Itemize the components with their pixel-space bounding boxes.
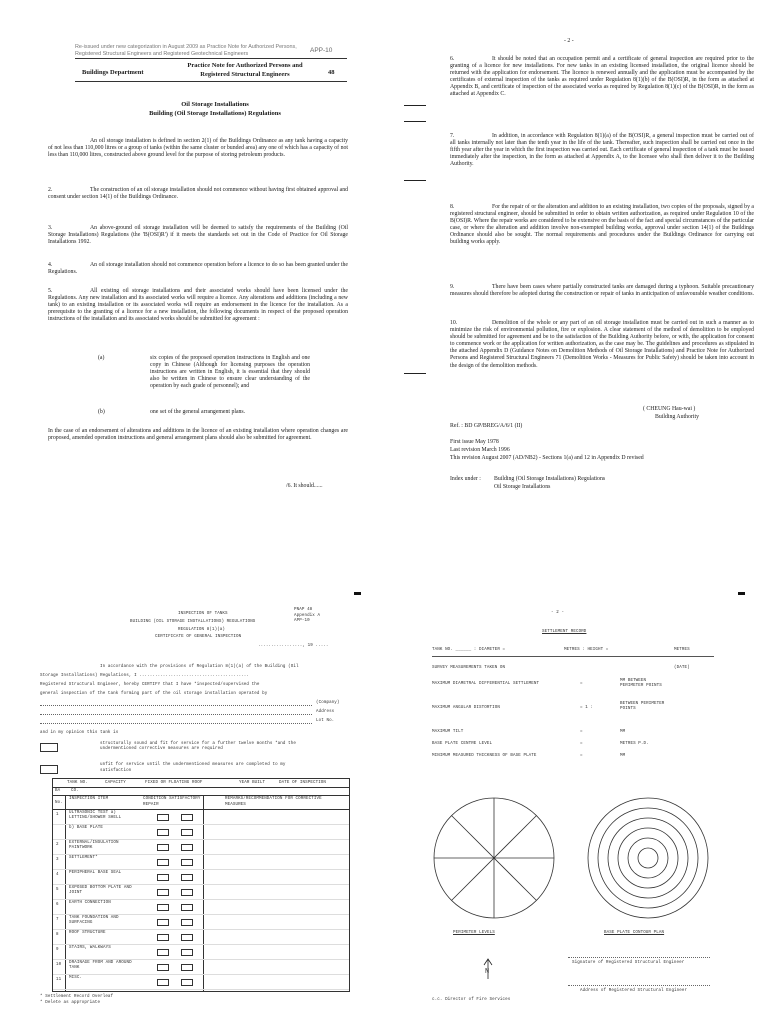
title-line-1: Oil Storage Installations bbox=[181, 101, 249, 108]
remarks-cell[interactable] bbox=[205, 887, 347, 898]
paragraph-number: 5. bbox=[48, 288, 53, 294]
header-rule-top bbox=[75, 58, 347, 59]
th-remarks: REMARKS/RECOMMENDATION FOR CORRECTIVE MEASURES bbox=[225, 797, 322, 807]
lot-field[interactable] bbox=[40, 723, 312, 724]
form-regulations: BUILDING (OIL STORAGE INSTALLATIONS) REGULATIONS bbox=[130, 620, 256, 624]
repair-checkbox[interactable] bbox=[181, 919, 193, 926]
practice-note-title: Practice Note for Authorized Persons and Registered Structural Engineers bbox=[187, 62, 303, 78]
repair-checkbox[interactable] bbox=[181, 964, 193, 971]
practice-note-page-2 bbox=[384, 0, 768, 560]
base-unit: METRES P.D. bbox=[620, 742, 649, 746]
inspection-item: DRAINAGE FROM AND AROUND TANK bbox=[69, 961, 132, 970]
base-plate-contour-diagram bbox=[588, 798, 708, 918]
th-no: No. bbox=[55, 801, 63, 805]
inspection-table bbox=[52, 778, 350, 992]
paragraph-text: In addition, in accordance with Regulation 8(1)(a) of the B(OSI)R, a general inspection must be carried out of all tanks internally not later than the tenth year in the life of the tank. Thereafter, such inspection shall be carried out once in the fifth year after the year in which the first inspection was carried out. Each certificate of general inspection of a tank must be issued immediately after the inspection, in the form as attached at Appendix A, to the licensee who shall then deliver it to the Building Authority. bbox=[450, 133, 754, 168]
perimeter-levels-label: PERIMETER LEVELS bbox=[453, 931, 495, 935]
paragraph-5 bbox=[48, 288, 348, 323]
table-row-divider bbox=[53, 989, 349, 990]
intro-line-2: Storage Installations) Regulations, I .......................................... bbox=[40, 674, 250, 678]
th-ba: BA bbox=[55, 789, 61, 793]
row-number: 5 bbox=[56, 888, 59, 892]
intro-line-3: Registered Structural Engineer, hereby CERTIFY that I have *inspected/supervised the bbox=[40, 683, 260, 687]
satisfactory-checkbox[interactable] bbox=[157, 889, 169, 896]
index-entry-2: Oil Storage Installations bbox=[494, 484, 551, 490]
th-year: YEAR BUILT bbox=[239, 781, 266, 785]
diff-eq: = bbox=[580, 682, 583, 686]
paragraph-number: 4. bbox=[48, 262, 53, 268]
satisfactory-checkbox[interactable] bbox=[157, 874, 169, 881]
settlement-title: SETTLEMENT RECORD bbox=[542, 630, 587, 634]
remarks-cell[interactable] bbox=[205, 827, 347, 838]
height-label: METRES : HEIGHT = bbox=[564, 648, 609, 652]
paragraph-text: It should be noted that an occupation permit and a certificate of general inspection are required prior to the granting of a licence for new installations. For new tanks in an existing licensed installation, the original licence should be returned with the application for endorsement. The licence is renewed annually and the application must be accompanied by the certificates of external inspection of the tanks as required under Regulation 8(1)(b) of the B(OSI)R, in the form as attached at Appendix B, and certificate of inspection of the associated works as required by Regulation 8(1)(c) of the B(OSI)R, in the form as attached at Appendix C. bbox=[450, 56, 754, 98]
satisfactory-checkbox[interactable] bbox=[157, 904, 169, 911]
signature-label: Signature of Registered Structural Engineer bbox=[572, 961, 685, 965]
satisfactory-checkbox[interactable] bbox=[157, 934, 169, 941]
repair-checkbox[interactable] bbox=[181, 814, 193, 821]
page-number: - 2 - bbox=[551, 611, 565, 615]
diff-unit: MM BETWEEN PERIMETER POINTS bbox=[620, 679, 662, 688]
continuation-note: /6. It should...... bbox=[286, 483, 323, 489]
intro-line-1: In accordance with the provisions of Regulation 8(1)(a) of the Building (Oil bbox=[100, 665, 299, 669]
paragraph-8 bbox=[450, 204, 754, 247]
table-row-divider bbox=[53, 869, 349, 870]
appendix-code: APP-10 bbox=[310, 47, 333, 54]
header-rule-bottom bbox=[75, 81, 347, 82]
inspection-item: EARTH CONNECTION bbox=[69, 901, 111, 905]
survey-label: SURVEY MEASUREMENTS TAKEN ON bbox=[432, 666, 506, 670]
remarks-cell[interactable] bbox=[205, 977, 347, 988]
paragraph-number: 10. bbox=[450, 320, 458, 326]
tank-no-line: TANK NO. ______ : DIAMETER = bbox=[432, 648, 506, 652]
tilt-eq: = bbox=[580, 730, 583, 734]
repair-checkbox[interactable] bbox=[181, 934, 193, 941]
department-name: Buildings Department bbox=[82, 69, 144, 76]
satisfactory-checkbox[interactable] bbox=[157, 979, 169, 986]
settlement-diagrams bbox=[424, 790, 744, 925]
remarks-cell[interactable] bbox=[205, 842, 347, 853]
remarks-cell[interactable] bbox=[205, 902, 347, 913]
form-certificate-title: CERTIFICATE OF GENERAL INSPECTION bbox=[155, 635, 242, 639]
item-b-text: one set of the general arrangement plans. bbox=[150, 409, 246, 415]
company-field[interactable] bbox=[40, 705, 312, 706]
north-label: N bbox=[485, 968, 490, 976]
row-number: 7 bbox=[56, 918, 59, 922]
inspection-item: ROOF STRUCTURE bbox=[69, 931, 106, 935]
inspection-item: MISC. bbox=[69, 976, 83, 980]
option-unfit-checkbox[interactable] bbox=[40, 765, 58, 774]
paragraph-number: 8. bbox=[450, 204, 455, 210]
table-row-divider bbox=[53, 914, 349, 915]
table-row-divider bbox=[53, 959, 349, 960]
paragraph-7 bbox=[450, 133, 754, 168]
repair-checkbox[interactable] bbox=[181, 889, 193, 896]
date-line: ................., 19 ..... bbox=[258, 644, 329, 648]
row-number: 10 bbox=[56, 963, 62, 967]
paragraph-text: There have been cases where partially constructed tanks are damaged during a typhoon. Suitable precautionary measures should therefore be adopted during the construction or repair of tanks in anticipation of unfavourable weather conditions. bbox=[450, 284, 754, 298]
practice-note-page-1 bbox=[0, 0, 380, 560]
page-number: - 2 - bbox=[564, 38, 574, 44]
footnote-settlement: * Settlement Record Overleaf bbox=[40, 995, 114, 999]
satisfactory-checkbox[interactable] bbox=[157, 949, 169, 956]
reference: Ref. : BD GP/BREG/A/6/1 (II) bbox=[450, 423, 523, 429]
index-entry-1: Building (Oil Storage Installations) Regulations bbox=[494, 476, 606, 482]
repair-checkbox[interactable] bbox=[181, 859, 193, 866]
scan-mark bbox=[354, 592, 361, 595]
reissue-note: Re-issued under new categorization in August 2009 as Practice Note for Authorized Persons, Registered Structural Engineers and Registered Geotechnical Engineers bbox=[75, 44, 297, 57]
settlement-record-page bbox=[384, 580, 768, 1024]
row-number: 1 bbox=[56, 813, 59, 817]
inspection-item: TANK FOUNDATION AND SURFACING bbox=[69, 916, 119, 925]
paragraph-text: For the repair of or the alteration and addition to an existing installation, two copies of the proposals, signed by a registered structural engineer, should be submitted in order to obtain written authorization, as required under Regulation 10 of the B(OSI)R. Where the repair works are considered to be extensive on the basis of the fact and special circumstances of the particular case, or where the alteration and addition involve non-exempted building works, approval under section 14(1) of the Buildings Ordinance should also be sought. The normal requirements and procedures under the Buildings Ordinance for carrying out building works apply. bbox=[450, 204, 754, 246]
remarks-cell[interactable] bbox=[205, 932, 347, 943]
address-label: Address of Registered Structural Engineer bbox=[580, 989, 688, 993]
paragraph-text: An oil storage installation should not commence operation before a licence to do so has been granted under the Regulations. bbox=[48, 262, 348, 276]
form-title: INSPECTION OF TANKS bbox=[178, 612, 228, 616]
signatory-name: ( CHEUNG Hau-wai ) bbox=[643, 406, 696, 412]
inspection-item: EXPOSED BOTTOM PLATE AND JOINT bbox=[69, 886, 132, 895]
tilt-label: MAXIMUM TILT bbox=[432, 730, 464, 734]
form-reference bbox=[294, 608, 320, 625]
revision-marker bbox=[404, 121, 426, 122]
paragraph-text: The construction of an oil storage installation should not commence without having first obtained approval and consent under section 14(1) of the Buildings Ordinance. bbox=[48, 187, 348, 201]
thickness-unit: MM bbox=[620, 754, 626, 758]
index-label: Index under : bbox=[450, 476, 481, 482]
repair-checkbox[interactable] bbox=[181, 904, 193, 911]
angular-unit: BETWEEN PERIMETER POINTS bbox=[620, 702, 665, 711]
row-number: 6 bbox=[56, 903, 59, 907]
th-capacity: CAPACITY bbox=[105, 781, 126, 785]
repair-checkbox[interactable] bbox=[181, 949, 193, 956]
paragraph-2 bbox=[48, 187, 348, 201]
satisfactory-checkbox[interactable] bbox=[157, 919, 169, 926]
row-number: 4 bbox=[56, 873, 59, 877]
lot-label: Lot No. bbox=[316, 719, 335, 723]
scan-mark bbox=[738, 592, 745, 595]
remarks-cell[interactable] bbox=[205, 947, 347, 958]
ref-pnap: PNAP 48 bbox=[294, 608, 313, 612]
option-sound-checkbox[interactable] bbox=[40, 743, 58, 752]
company-label: (Company) bbox=[316, 701, 340, 705]
building-authority: Building Authority bbox=[655, 414, 699, 420]
row-number: 8 bbox=[56, 933, 59, 937]
this-revision: This revision August 2007 (AD/NB2) - Sections 1(a) and 12 in Appendix D revised bbox=[450, 455, 644, 461]
paragraph-9 bbox=[450, 284, 754, 298]
remarks-cell[interactable] bbox=[205, 917, 347, 928]
table-row-divider bbox=[53, 854, 349, 855]
address-field[interactable] bbox=[568, 985, 710, 986]
row-number: 3 bbox=[56, 858, 59, 862]
last-revision: Last revision March 1996 bbox=[450, 447, 510, 453]
option-sound-text-2: undermentioned corrective measures are required bbox=[100, 747, 223, 751]
satisfactory-checkbox[interactable] bbox=[157, 829, 169, 836]
footnote-delete: * Delete as appropriate bbox=[40, 1001, 101, 1005]
form-regulation: REGULATION 8(1)(a) bbox=[178, 628, 226, 632]
paragraph-6 bbox=[450, 56, 754, 99]
repair-checkbox[interactable] bbox=[181, 829, 193, 836]
table-row-divider bbox=[53, 899, 349, 900]
inspection-item: STAIRS, WALKWAYS bbox=[69, 946, 111, 950]
option-unfit-text-2: satisfaction bbox=[100, 769, 132, 773]
inspection-item: EXTERNAL/INSULATION PAINTWORK bbox=[69, 841, 119, 850]
thickness-eq: = bbox=[580, 754, 583, 758]
item-b-marker: (b) bbox=[98, 409, 105, 415]
metres-label: METRES bbox=[674, 648, 690, 652]
table-row-divider bbox=[53, 974, 349, 975]
repair-checkbox[interactable] bbox=[181, 844, 193, 851]
angular-distortion-label: MAXIMUM ANGULAR DISTORTION bbox=[432, 706, 500, 710]
item-a-marker: (a) bbox=[98, 355, 105, 361]
paragraph-3 bbox=[48, 225, 348, 246]
table-row-divider bbox=[53, 944, 349, 945]
inspection-item: PERIPHERAL BASE SEAL bbox=[69, 871, 122, 875]
address-label: Address bbox=[316, 710, 335, 714]
base-plate-contour-label: BASE PLATE CONTOUR PLAN bbox=[604, 931, 665, 935]
satisfactory-checkbox[interactable] bbox=[157, 964, 169, 971]
paragraph-number: 3. bbox=[48, 225, 53, 231]
th-date: DATE OF INSPECTION bbox=[279, 781, 327, 785]
repair-checkbox[interactable] bbox=[181, 979, 193, 986]
row-number: 11 bbox=[56, 978, 62, 982]
ref-appendix: Appendix A bbox=[294, 613, 321, 618]
th-roof: FIXED OR FLOATING ROOF bbox=[145, 781, 203, 785]
paragraph-4 bbox=[48, 262, 348, 276]
paragraph-number: 7. bbox=[450, 133, 455, 139]
revision-marker bbox=[404, 373, 426, 374]
th-co: CO. bbox=[71, 789, 79, 793]
remarks-cell[interactable] bbox=[205, 962, 347, 973]
paragraph-text: An above-ground oil storage installation will be deemed to satisfy the requirements of the Building (Oil Storage Installations) Regulations (the 'B(OSI)R') if it meets the standards set out in the Code of Practice for Oil Storage Installations 1992. bbox=[48, 225, 348, 246]
inspection-item: ULTRASONIC TEST a) LETTING/SHOWER SHELL bbox=[69, 811, 122, 820]
paragraph-number: 9. bbox=[450, 284, 455, 290]
revision-marker bbox=[404, 105, 426, 106]
remarks-cell[interactable] bbox=[205, 872, 347, 883]
intro-line-4: general inspection of the tank forming part of the oil storage installation operated by bbox=[40, 692, 268, 696]
satisfactory-checkbox[interactable] bbox=[157, 859, 169, 866]
th-tank-no: TANK NO. bbox=[67, 781, 88, 785]
title-line-2: Building (Oil Storage Installations) Regulations bbox=[149, 109, 281, 117]
row-number: 9 bbox=[56, 948, 59, 952]
th-condition: CONDITION SATISFACTORY REPAIR bbox=[143, 797, 201, 807]
thickness-label: MINIMUM MEASURED THICKNESS OF BASE PLATE bbox=[432, 754, 537, 758]
satisfactory-checkbox[interactable] bbox=[157, 814, 169, 821]
paragraph-1: An oil storage installation is defined in section 2(1) of the Buildings Ordinance as any tank having a capacity of not less than 110,000 litres or a group of tanks (within the same cluster or bunded area) any one of which has a capacity of not less than 110,000 litres, constructed above ground level for the purpose of storing petroleum products. bbox=[48, 138, 348, 159]
perimeter-levels-diagram bbox=[434, 798, 554, 918]
satisfactory-checkbox[interactable] bbox=[157, 844, 169, 851]
remarks-cell[interactable] bbox=[205, 857, 347, 868]
date-label: (DATE) bbox=[674, 666, 690, 670]
row-number: 2 bbox=[56, 843, 59, 847]
th-item: INSPECTION ITEM bbox=[69, 797, 109, 801]
paragraph-5-continued: In the case of an endorsement of alterations and additions in the licence of an existing installation where operation changes are proposed, amended operation instructions and general arrangement plans should also be submitted for agreement. bbox=[48, 428, 348, 442]
option-unfit-text-1: unfit for service until the undermentioned measures are completed to my bbox=[100, 763, 286, 767]
paragraph-text: All existing oil storage installations and their associated works should have been licensed under the Regulations. Any new installation and its associated works will require a licence. Any alterations and additions (including a new tank) to an existing installation or its associated works will require an endorsement in the licence for the installation. As a prerequisite to the granting of a licence for a new installation, the following documents in respect of the proposed operation instructions of the installation and its associated works should be submitted for agreement : bbox=[48, 288, 348, 323]
option-sound-text-1: structurally sound and fit for service for a further twelve months *and the bbox=[100, 742, 296, 746]
document-title bbox=[60, 101, 370, 118]
item-a-text: six copies of the proposed operation instructions in English and one copy in Chinese (Although for licensing purposes the operation instructions are written in English, it is essential that they should also be written in Chinese to ensure clear understanding of the operation by each grade of personnel); and bbox=[150, 355, 310, 390]
practice-note-number: 48 bbox=[328, 69, 335, 76]
address-field[interactable] bbox=[40, 714, 312, 715]
repair-checkbox[interactable] bbox=[181, 874, 193, 881]
diff-settlement-label: MAXIMUM DIAMETRAL DIFFERENTIAL SETTLEMENT bbox=[432, 682, 540, 686]
tilt-unit: MM bbox=[620, 730, 626, 734]
signature-field[interactable] bbox=[568, 957, 710, 958]
inspection-item: b) BASE PLATE bbox=[69, 826, 103, 830]
inspection-item: SETTLEMENT* bbox=[69, 856, 98, 860]
base-level-label: BASE PLATE CENTRE LEVEL bbox=[432, 742, 493, 746]
paragraph-number: 6. bbox=[450, 56, 455, 62]
paragraph-number: 2. bbox=[48, 187, 53, 193]
appendix-a-form bbox=[0, 580, 380, 1024]
cc-line: c.c. Director of Fire Services bbox=[432, 998, 511, 1002]
ref-app: APP-10 bbox=[294, 619, 310, 623]
paragraph-text: Demolition of the whole or any part of an oil storage installation must be carried out in such a manner as to minimize the risk of environmental pollution, fire or explosion. A clear statement of the method of demolition to be employed should be submitted for agreement and be to the satisfaction of the Building Authority before, or with, the application for consent to commence work or the application for written authorization, as the case may be. The guidelines and procedures as stipulated in the attached Appendix D (Guidance Notes on Demolition Methods of Oil Storage Installations) and Practice Note for Authorized Persons and Registered Structural Engineers 71 (Demolition Works - Measures for Public Safety) should be taken into account in the design of the demolition methods. bbox=[450, 320, 754, 369]
first-issue: First issue May 1978 bbox=[450, 439, 499, 445]
revision-marker bbox=[404, 180, 426, 181]
table-row-divider bbox=[53, 824, 349, 825]
table-row-divider bbox=[53, 929, 349, 930]
table-row-divider bbox=[53, 884, 349, 885]
angular-eq: = 1 : bbox=[580, 706, 594, 710]
opinion-line: and in my opinion this tank is bbox=[40, 731, 119, 735]
paragraph-10 bbox=[450, 320, 754, 370]
base-eq: = bbox=[580, 742, 583, 746]
remarks-cell[interactable] bbox=[205, 812, 347, 823]
table-row-divider bbox=[53, 839, 349, 840]
